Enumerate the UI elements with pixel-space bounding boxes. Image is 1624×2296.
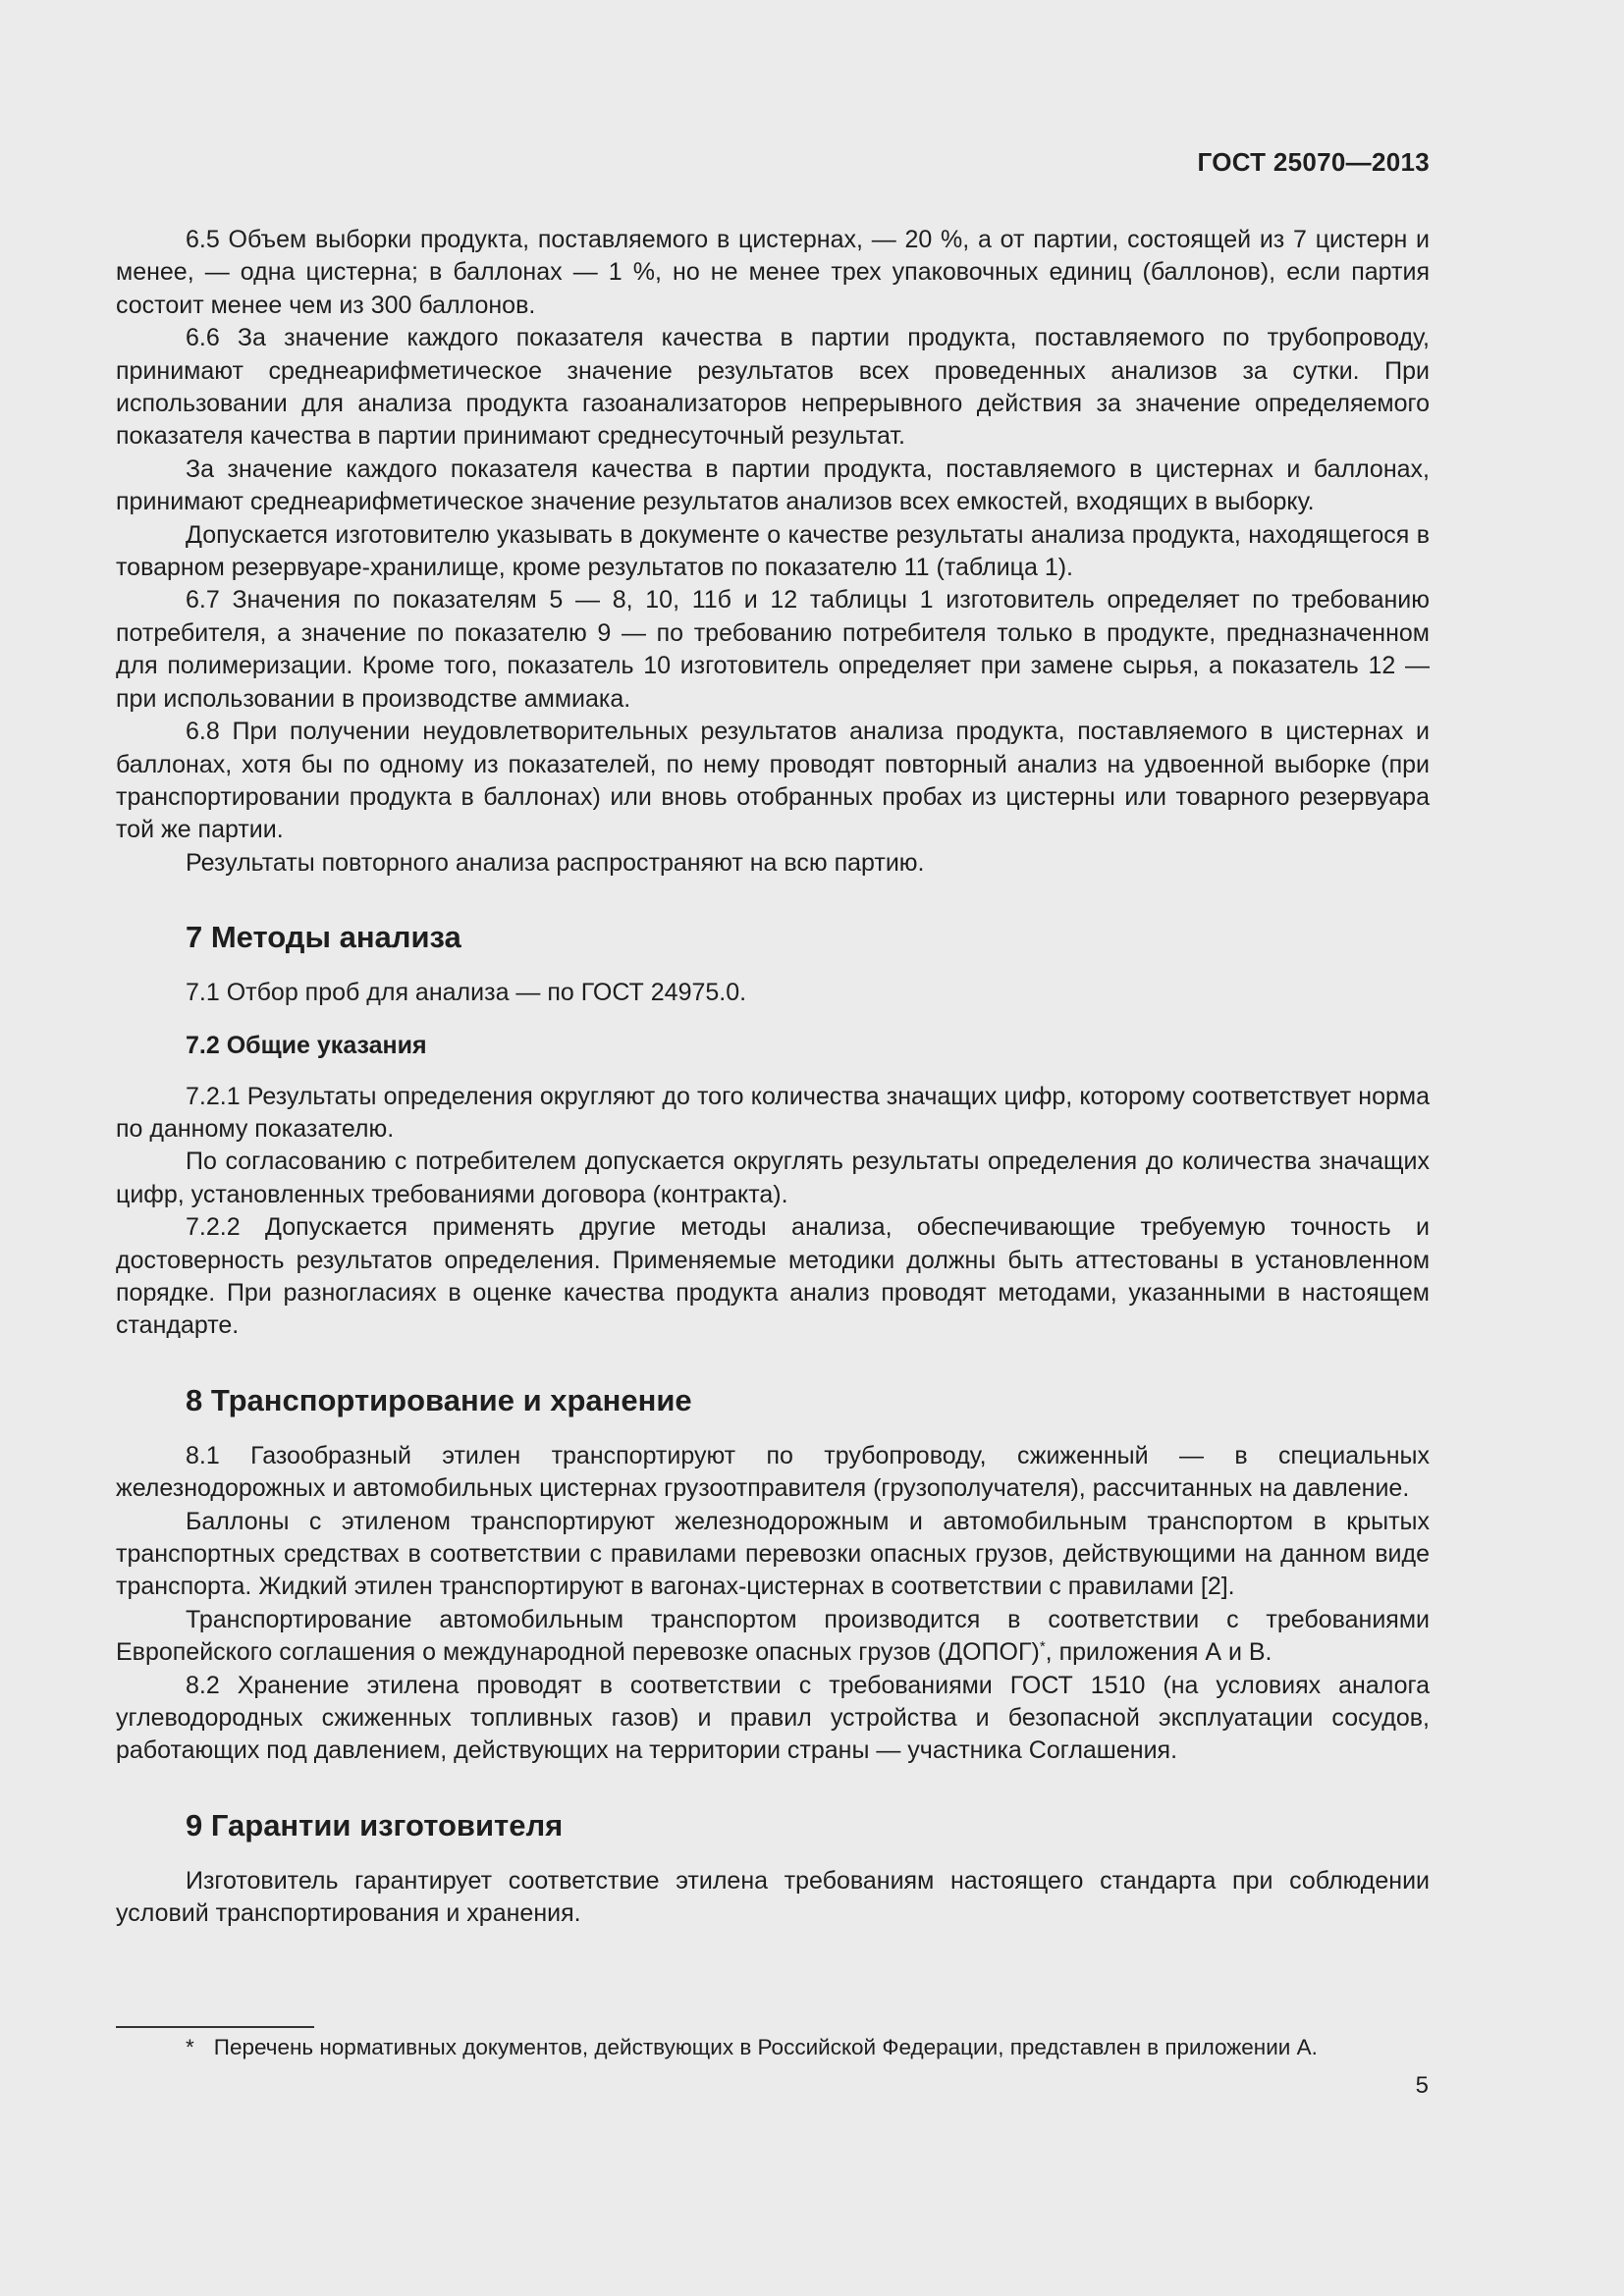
paragraph-7-2-2: 7.2.2 Допускается применять другие методы анализа, обеспечивающие требуемую точность и достоверность результатов определения. Применяемые методики должны быть аттестованы в установленном порядке. При разногласиях в оценке качества продукта анализ проводят методами, указанными в настоящем стандарте. — [116, 1213, 1430, 1340]
paragraph-8-1-cont-2-tail: , приложения А и В. — [1045, 1638, 1272, 1667]
paragraph-7-1: 7.1 Отбор проб для анализа — по ГОСТ 24975.0. — [186, 979, 747, 1007]
paragraph-6-8-cont: Результаты повторного анализа распространяют на всю партию. — [186, 848, 925, 877]
footnote-divider — [116, 2026, 314, 2028]
paragraph-7-2-1-cont: По согласованию с потребителем допускается округлять результаты определения до количества значащих цифр, установленных требованиями договора (контракта). — [116, 1148, 1430, 1208]
paragraph-8-1-cont-2-text: Транспортирование автомобильным транспортом производится в соответствии с требованиями Европейского соглашения о международной перевозке опасных грузов (ДОПОГ) — [116, 1605, 1430, 1667]
document-header: ГОСТ 25070—2013 — [1197, 147, 1430, 177]
footnote-reference: * — [1039, 1638, 1046, 1656]
paragraph-6-8: 6.8 При получении неудовлетворительных результатов анализа продукта, поставляемого в цистернах и баллонах, хотя бы по одному из показателей, по нему проводят повторный анализ на удвоенной выборке (при транспортировании продукта в баллонах) или вновь отобранных пробах из цистерны или товарного резервуара той же партии. — [116, 718, 1430, 844]
paragraph-8-1-cont-2 — [116, 1604, 1430, 1670]
footnote-text: Перечень нормативных документов, действующих в Российской Федерации, представлен в приложении А. — [213, 2035, 1318, 2059]
paragraph-9: Изготовитель гарантирует соответствие этилена требованиям настоящего стандарта при соблюдении условий транспортирования и хранения. — [116, 1866, 1430, 1928]
paragraph-8-2: 8.2 Хранение этилена проводят в соответствии с требованиями ГОСТ 1510 (на условиях аналога углеводородных сжиженных топливных газов) и правил устройства и безопасной эксплуатации сосудов, работающих под давлением, действующих на территории страны — участника Соглашения. — [116, 1671, 1430, 1765]
footnote — [186, 2034, 1318, 2061]
page-number: 5 — [1415, 2072, 1429, 2099]
section-8-heading: 8 Транспортирование и хранение — [186, 1382, 692, 1417]
subsection-7-2-heading: 7.2 Общие указания — [186, 1031, 427, 1059]
paragraph-6-5: 6.5 Объем выборки продукта, поставляемого в цистернах, — 20 %, а от партии, состоящей из 7 цистерн и менее, — одна цистерна; в баллонах — 1 %, но не менее трех упаковочных единиц (баллонов), если партия состоит менее чем из 300 баллонов. — [116, 226, 1430, 319]
section-9-heading: 9 Гарантии изготовителя — [186, 1807, 564, 1842]
document-body — [116, 224, 1430, 1931]
paragraph-8-1-cont-1: Баллоны с этиленом транспортируют железнодорожным и автомобильным транспортом в крытых транспортных средствах в соответствии с правилами перевозки опасных грузов, действующими на данном виде транспорта. Жидкий этилен транспортируют в вагонах-цистернах в соответствии с правилами [2]. — [116, 1507, 1430, 1601]
paragraph-8-1: 8.1 Газообразный этилен транспортируют по трубопроводу, сжиженный — в специальных железнодорожных и автомобильных цистернах грузоотправителя (грузополучателя), рассчитанных на давление. — [116, 1441, 1430, 1503]
paragraph-6-6: 6.6 За значение каждого показателя качества в партии продукта, поставляемого по трубопроводу, принимают среднеарифметическое значение результатов всех проведенных анализов за сутки. При использовании для анализа продукта газоанализаторов непрерывного действия за значение определяемого показателя качества в партии принимают среднесуточный результат. — [116, 324, 1430, 451]
section-7-heading: 7 Методы анализа — [186, 920, 461, 955]
paragraph-6-6-cont-2: Допускается изготовителю указывать в документе о качестве результаты анализа продукта, находящегося в товарном резервуаре-хранилище, кроме результатов по показателю 11 (таблица 1). — [116, 520, 1430, 582]
paragraph-7-2-1: 7.2.1 Результаты определения округляют до того количества значащих цифр, которому соответствует норма по данному показателю. — [116, 1082, 1430, 1143]
footnote-mark: * — [186, 2035, 194, 2059]
paragraph-6-6-cont-1: За значение каждого показателя качества в партии продукта, поставляемого в цистернах и баллонах, принимают среднеарифметическое значение результатов анализов всех емкостей, входящих в выборку. — [116, 454, 1430, 516]
paragraph-6-7: 6.7 Значения по показателям 5 — 8, 10, 11б и 12 таблицы 1 изготовитель определяет по требованию потребителя, а значение по показателю 9 — по требованию потребителя только в продукте, предназначенном для полимеризации. Кроме того, показатель 10 изготовитель определяет при замене сырья, а показатель 12 — при использовании в производстве аммиака. — [116, 586, 1430, 713]
